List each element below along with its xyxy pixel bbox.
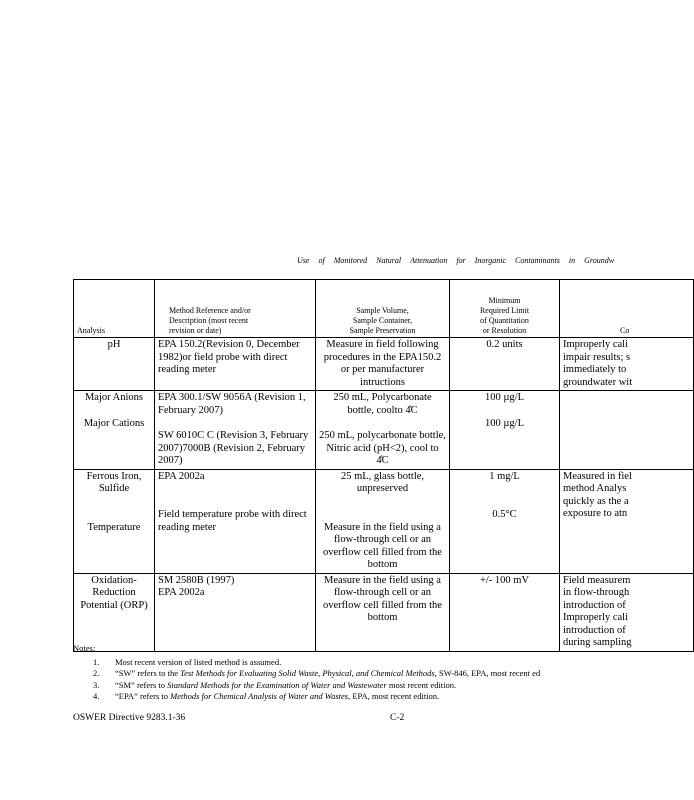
- note-item: [93, 668, 618, 680]
- cell-text: Major Cations: [83, 417, 145, 429]
- cell-limit: [450, 338, 560, 391]
- header-line: Sample Container,: [352, 316, 413, 325]
- table-row: [74, 391, 694, 470]
- header-line: Sample Volume,: [356, 306, 409, 315]
- cell-text: Major Anions: [84, 392, 144, 403]
- header-word: Contaminants: [515, 256, 560, 265]
- cell-text: Temperature: [87, 521, 141, 533]
- note-num: 3.: [93, 679, 100, 690]
- cell-comments: [560, 391, 694, 470]
- cell-text: Oxidation-Reduction Potential (ORP): [80, 574, 148, 611]
- note-item: [93, 656, 618, 669]
- notes-section: [73, 643, 618, 703]
- notes-list: [73, 657, 618, 703]
- cell-method: [155, 469, 316, 573]
- cell-sample: [316, 391, 450, 470]
- header-word: Groundw: [584, 256, 615, 265]
- header-word: Use: [297, 256, 310, 265]
- cell-text: method Analys: [563, 483, 627, 494]
- cell-analysis: [74, 338, 155, 391]
- note-num: 1.: [93, 656, 100, 667]
- cell-text: Measure in the field using a flow-through cell or an overflow cell filled from the bottom: [323, 521, 442, 570]
- cell-text: EPA 300.1/SW 9056A (Revision 1, February 2007): [158, 392, 306, 416]
- column-header-limit: [450, 280, 560, 338]
- column-header-sample: [316, 280, 450, 338]
- cell-text: in flow-through: [563, 587, 630, 598]
- cell-text: Ferrous Iron, Sulfide: [86, 470, 142, 494]
- note-italic: Methods for Chemical Analysis of Water and Wastes: [170, 691, 349, 701]
- header-line: Method Reference and/or: [169, 306, 251, 315]
- cell-text: introduction of: [563, 624, 626, 636]
- note-post: , SW-846, EPA, most recent ed: [434, 668, 541, 678]
- cell-text: SM 2580B (1997): [158, 574, 235, 586]
- cell-text: Measure in the field using a flow-through cell or an overflow cell filled from the bottom: [323, 574, 442, 623]
- table-row: [74, 469, 694, 573]
- cell-method: [155, 391, 316, 470]
- note-num: 4.: [93, 691, 100, 701]
- note-pre: “SM” refers to: [115, 679, 168, 690]
- header-word: for: [456, 256, 466, 265]
- note-pre: “SW” refers to the: [115, 668, 181, 678]
- cell-method: [155, 338, 316, 391]
- notes-title: Notes:: [73, 643, 96, 653]
- cell-text: EPA 150.2(Revision 0, December 1982)or field probe with direct reading meter: [158, 339, 300, 375]
- table-header-row: [74, 280, 694, 338]
- header-line: revision or date): [169, 326, 222, 335]
- cell-text: 0.2 units: [486, 339, 523, 350]
- table-row: [74, 573, 694, 651]
- cell-text: 25 mL, glass bottle, unpreserved: [340, 470, 425, 494]
- cell-comments: [560, 469, 694, 573]
- cell-text: 250 mL, polycarbonate bottle, Nitric acid (pH<2), cool to 4̊C: [319, 430, 446, 466]
- header-word: in: [568, 256, 576, 265]
- footer-directive: OSWER Directive 9283.1-36: [73, 713, 186, 723]
- cell-sample: [316, 338, 450, 391]
- cell-comments: [560, 338, 694, 391]
- header-line: Sample Preservation: [349, 326, 416, 335]
- cell-text: +/- 100 mV: [479, 574, 530, 586]
- cell-text: Measured in fiel: [563, 470, 632, 482]
- cell-text: EPA 2002a: [158, 470, 205, 482]
- cell-text: during sampling: [563, 637, 632, 648]
- header-word: Natural: [376, 256, 402, 265]
- cell-text: 100 µg/L: [484, 417, 524, 429]
- cell-text: pH: [107, 339, 121, 350]
- cell-text: Field measurem: [563, 574, 631, 586]
- column-header-analysis: Analysis: [74, 280, 155, 338]
- header-line: Description (most recent: [169, 316, 249, 325]
- cell-sample: [316, 573, 450, 651]
- footer-page-number: C-2: [390, 713, 405, 723]
- cell-text: impair results; s: [563, 351, 631, 363]
- cell-text: EPA 2002a: [158, 587, 205, 598]
- note-pre: Most recent version of listed method is assumed.: [115, 656, 282, 667]
- note-italic: Standard Methods for the Examination of Water and Wastewater: [167, 679, 387, 690]
- header-line: of Quantitation: [480, 316, 529, 325]
- column-header-comments: Co: [560, 280, 694, 338]
- cell-comments: [560, 573, 694, 651]
- cell-text: groundwater wit: [563, 376, 633, 388]
- note-pre: “EPA” refers to: [115, 691, 171, 701]
- cell-sample: [316, 469, 450, 573]
- cell-text: 250 mL, Polycarbonate bottle, coolto 4̊C: [333, 392, 432, 416]
- cell-text: immediately to: [563, 364, 627, 375]
- header-word: of: [318, 256, 325, 265]
- note-post: most recent edition.: [386, 679, 457, 690]
- note-post: , EPA, most recent edition.: [348, 691, 440, 701]
- note-italic: Test Methods for Evaluating Solid Waste, Physical, and Chemical Methods: [180, 668, 435, 678]
- cell-text: 0.5°C: [492, 509, 517, 520]
- cell-text: Measure in field following procedures in the EPA150.2 or per manufacturer intructions: [323, 339, 442, 388]
- analytical-methods-table: [73, 279, 694, 652]
- column-header-method: [155, 280, 316, 338]
- header-line: Required Limit: [479, 306, 530, 315]
- cell-text: quickly as the a: [563, 495, 629, 507]
- cell-method: [155, 573, 316, 651]
- note-item: [93, 679, 618, 692]
- header-line: or Resolution: [482, 326, 527, 335]
- table-body: [74, 338, 694, 652]
- cell-analysis: [74, 469, 155, 573]
- cell-text: introduction of: [563, 599, 626, 611]
- cell-text: exposure to atn: [563, 508, 628, 519]
- cell-text: 1 mg/L: [489, 470, 520, 482]
- cell-analysis: [74, 573, 155, 651]
- cell-limit: [450, 573, 560, 651]
- header-word: Monitored: [333, 256, 368, 265]
- cell-analysis: [74, 391, 155, 470]
- cell-text: Field temperature probe with direct reading meter: [158, 509, 307, 533]
- note-num: 2.: [93, 668, 100, 678]
- cell-text: 100 µg/L: [484, 392, 524, 403]
- header-word: Attenuation: [410, 256, 448, 265]
- header-word: Inorganic: [474, 256, 507, 265]
- cell-limit: [450, 391, 560, 470]
- running-header: [297, 256, 623, 265]
- cell-text: Improperly cali: [563, 612, 629, 623]
- table-row: [74, 338, 694, 391]
- cell-text: SW 6010C C (Revision 3, February 2007)7000B (Revision 2, February 2007): [158, 430, 309, 466]
- cell-limit: [450, 469, 560, 573]
- header-line: Minimum: [488, 296, 521, 305]
- note-item: [93, 691, 618, 703]
- cell-text: Improperly cali: [563, 339, 629, 350]
